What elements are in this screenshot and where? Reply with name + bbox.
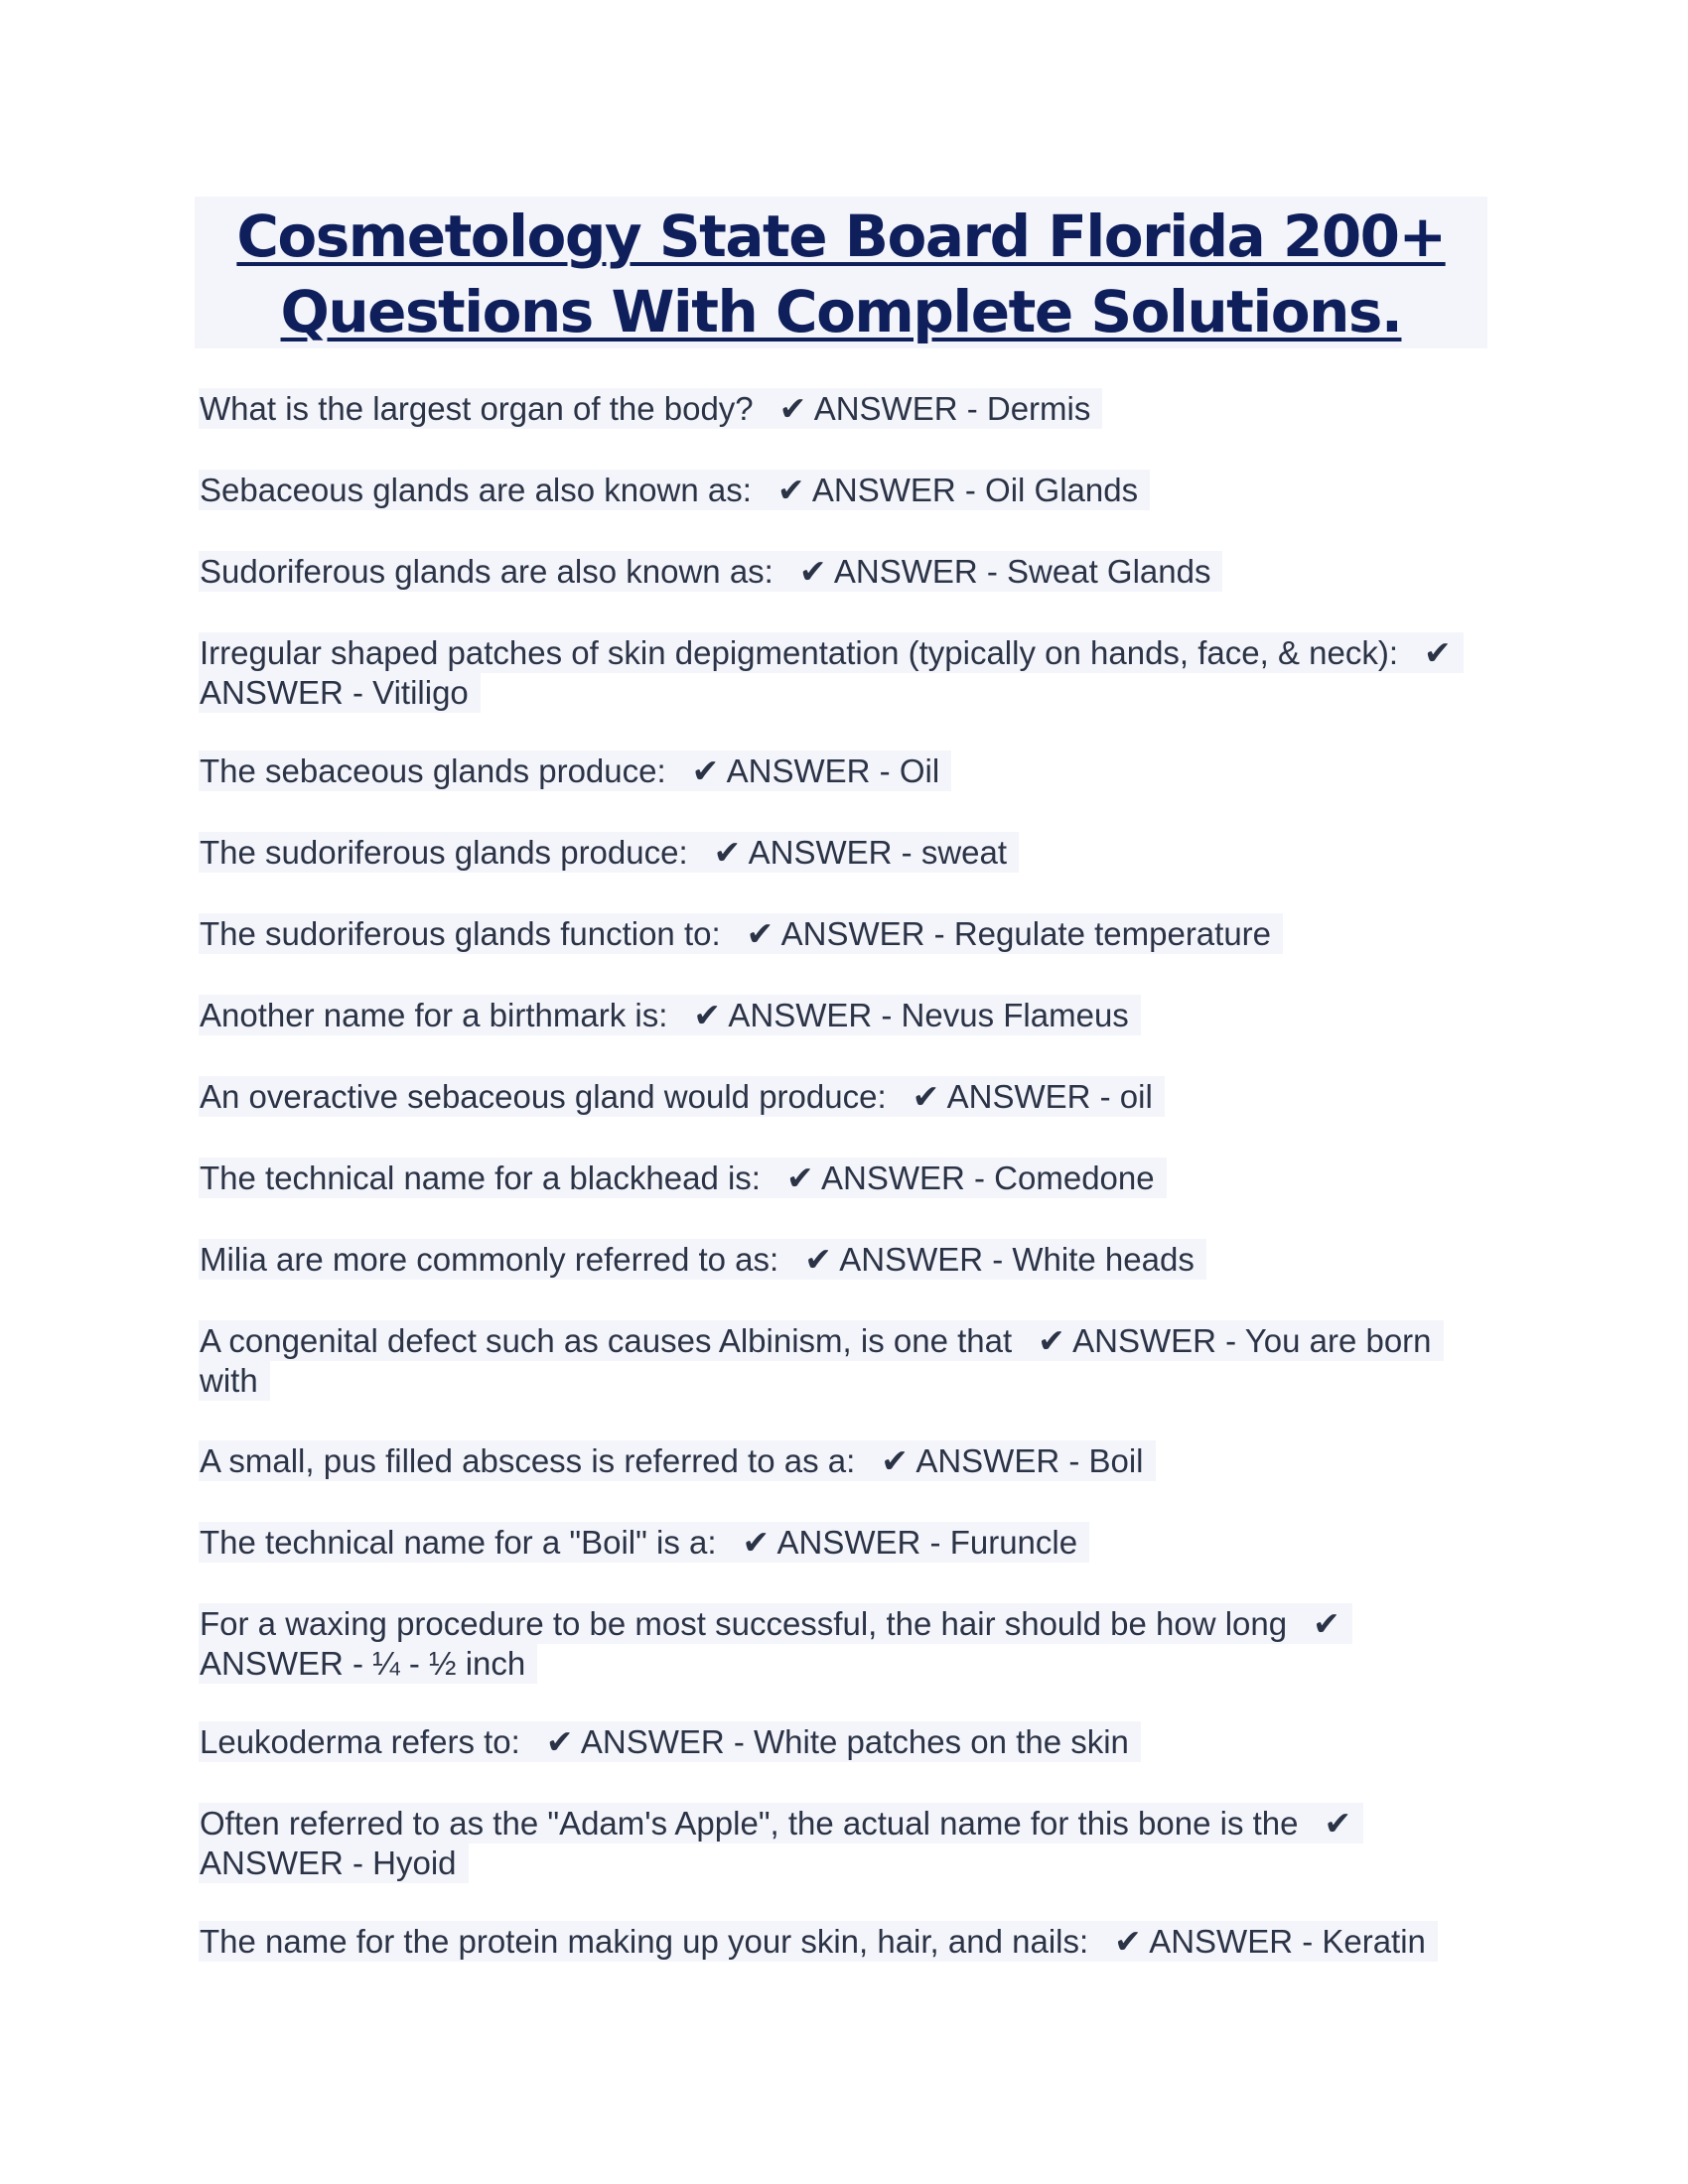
question-text: Milia are more commonly referred to as: [200, 1241, 779, 1278]
question-text: What is the largest organ of the body? [200, 390, 754, 427]
check-icon: ✔ [785, 1160, 814, 1196]
answer-text: ANSWER - Sweat Glands [833, 553, 1211, 590]
answer-text: ANSWER - Comedone [821, 1160, 1155, 1196]
title-line-1: Cosmetology State Board Florida 200+ [236, 203, 1446, 270]
qa-item-6 [199, 833, 1489, 873]
question-text: Sebaceous glands are also known as: [200, 472, 752, 508]
question-text: The name for the protein making up your skin, hair, and nails: [200, 1923, 1089, 1960]
answer-text: ANSWER - Vitiligo [200, 674, 469, 711]
qa-item-11 [199, 1240, 1489, 1280]
check-icon: ✔ [798, 553, 827, 590]
answer-text: ANSWER - Hyoid [200, 1844, 457, 1881]
answer-text: ANSWER - ¼ - ½ inch [200, 1645, 526, 1682]
check-icon: ✔ [1424, 634, 1452, 671]
check-icon: ✔ [1038, 1322, 1065, 1359]
question-text: Sudoriferous glands are also known as: [200, 553, 774, 590]
qa-item-8 [199, 996, 1489, 1035]
qa-item-3 [199, 552, 1489, 592]
check-icon: ✔ [804, 1241, 832, 1278]
qa-item-9 [199, 1077, 1489, 1117]
answer-text: ANSWER - sweat [748, 834, 1008, 871]
question-text: Often referred to as the "Adam's Apple", the actual name for this bone is the [200, 1805, 1299, 1842]
qa-item-14 [199, 1523, 1489, 1563]
document-title [195, 197, 1487, 348]
answer-text: ANSWER - Boil [915, 1442, 1144, 1479]
answer-text: ANSWER - You are born with [200, 1322, 1432, 1399]
check-icon: ✔ [1324, 1805, 1352, 1842]
answer-text: ANSWER - White patches on the skin [580, 1723, 1129, 1760]
question-text: A congenital defect such as causes Albinism, is one that [200, 1322, 1013, 1359]
question-text: A small, pus filled abscess is referred to as a: [200, 1442, 856, 1479]
check-icon: ✔ [1114, 1923, 1142, 1960]
check-icon: ✔ [545, 1723, 574, 1760]
check-icon: ✔ [1313, 1605, 1340, 1642]
question-text: For a waxing procedure to be most successful, the hair should be how long [200, 1605, 1288, 1642]
question-text: Another name for a birthmark is: [200, 997, 668, 1033]
qa-item-5 [199, 751, 1489, 791]
qa-item-10 [199, 1159, 1489, 1198]
qa-item-17 [199, 1804, 1489, 1883]
answer-text: ANSWER - Dermis [813, 390, 1091, 427]
check-icon: ✔ [912, 1078, 940, 1115]
qa-item-16 [199, 1722, 1489, 1762]
check-icon: ✔ [746, 915, 774, 952]
answer-text: ANSWER - Oil [726, 752, 940, 789]
title-line-2: Questions With Complete Solutions. [280, 278, 1402, 345]
check-icon: ✔ [776, 472, 805, 508]
question-text: The technical name for a blackhead is: [200, 1160, 761, 1196]
check-icon: ✔ [691, 752, 720, 789]
check-icon: ✔ [693, 997, 722, 1033]
question-text: The technical name for a "Boil" is a: [200, 1524, 717, 1561]
answer-text: ANSWER - Nevus Flameus [728, 997, 1129, 1033]
qa-item-2 [199, 471, 1489, 510]
question-text: An overactive sebaceous gland would produce: [200, 1078, 887, 1115]
qa-item-15 [199, 1604, 1489, 1684]
question-text: Leukoderma refers to: [200, 1723, 520, 1760]
answer-text: ANSWER - Regulate temperature [780, 915, 1272, 952]
answer-text: ANSWER - Oil Glands [811, 472, 1139, 508]
qa-item-13 [199, 1441, 1489, 1481]
qa-item-7 [199, 914, 1489, 954]
check-icon: ✔ [778, 390, 807, 427]
answer-text: ANSWER - White heads [839, 1241, 1195, 1278]
answer-text: ANSWER - oil [946, 1078, 1153, 1115]
check-icon: ✔ [713, 834, 742, 871]
question-text: The sebaceous glands produce: [200, 752, 666, 789]
answer-text: ANSWER - Furuncle [776, 1524, 1078, 1561]
question-text: Irregular shaped patches of skin depigmentation (typically on hands, face, & neck): [200, 634, 1399, 671]
qa-item-12 [199, 1321, 1489, 1401]
question-text: The sudoriferous glands produce: [200, 834, 688, 871]
check-icon: ✔ [742, 1524, 771, 1561]
qa-item-4 [199, 633, 1489, 713]
answer-text: ANSWER - Keratin [1149, 1923, 1426, 1960]
qa-item-18 [199, 1922, 1489, 1962]
qa-item-1 [199, 389, 1489, 429]
question-text: The sudoriferous glands function to: [200, 915, 721, 952]
check-icon: ✔ [881, 1442, 909, 1479]
